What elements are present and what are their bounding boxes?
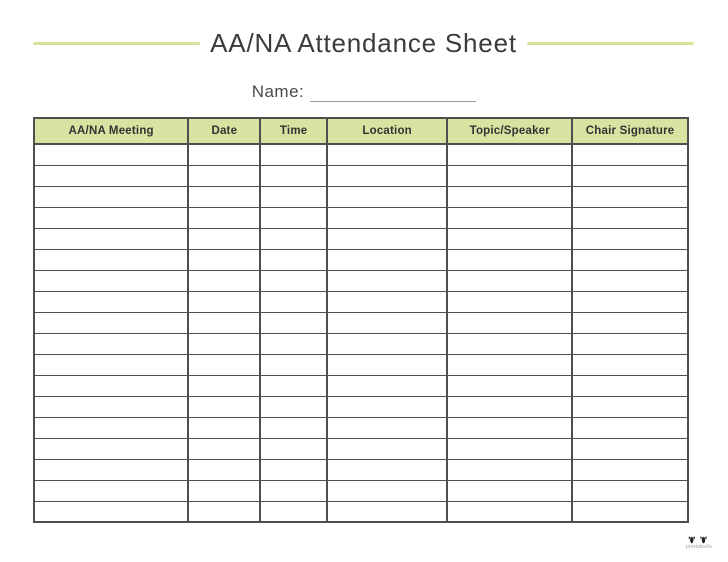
table-cell[interactable] xyxy=(327,144,447,165)
table-cell[interactable] xyxy=(188,354,260,375)
table-cell[interactable] xyxy=(188,270,260,291)
table-cell[interactable] xyxy=(447,270,572,291)
table-cell[interactable] xyxy=(447,249,572,270)
table-cell[interactable] xyxy=(260,501,327,522)
table-cell[interactable] xyxy=(327,396,447,417)
table-cell[interactable] xyxy=(447,165,572,186)
attendance-table xyxy=(33,117,689,523)
title-accent-line-left xyxy=(33,42,200,45)
table-cell[interactable] xyxy=(34,207,188,228)
table-cell[interactable] xyxy=(447,186,572,207)
table-cell[interactable] xyxy=(34,459,188,480)
table-cell[interactable] xyxy=(447,480,572,501)
table-cell[interactable] xyxy=(447,396,572,417)
table-cell[interactable] xyxy=(572,375,688,396)
table-cell[interactable] xyxy=(34,375,188,396)
column-header-aa-na-meeting: AA/NA Meeting xyxy=(34,118,188,144)
table-cell[interactable] xyxy=(572,438,688,459)
table-cell[interactable] xyxy=(327,501,447,522)
table-cell[interactable] xyxy=(572,354,688,375)
column-header-topic-speaker: Topic/Speaker xyxy=(447,118,572,144)
table-cell[interactable] xyxy=(34,291,188,312)
table-cell[interactable] xyxy=(260,354,327,375)
table-cell[interactable] xyxy=(260,291,327,312)
table-cell[interactable] xyxy=(188,249,260,270)
table-cell[interactable] xyxy=(260,396,327,417)
table-cell[interactable] xyxy=(34,144,188,165)
table-row xyxy=(34,501,688,522)
table-header xyxy=(34,118,688,144)
table-cell[interactable] xyxy=(572,291,688,312)
table-cell[interactable] xyxy=(34,165,188,186)
table-cell[interactable] xyxy=(447,207,572,228)
table-cell[interactable] xyxy=(572,144,688,165)
table-cell[interactable] xyxy=(34,270,188,291)
table-cell[interactable] xyxy=(447,417,572,438)
table-cell[interactable] xyxy=(572,480,688,501)
column-header-location: Location xyxy=(327,118,447,144)
table-cell[interactable] xyxy=(327,480,447,501)
table-cell[interactable] xyxy=(327,186,447,207)
table-row xyxy=(34,354,688,375)
table-row xyxy=(34,228,688,249)
table-cell[interactable] xyxy=(327,270,447,291)
name-row xyxy=(0,80,728,102)
table-cell[interactable] xyxy=(188,417,260,438)
table-cell[interactable] xyxy=(447,438,572,459)
table-cell[interactable] xyxy=(572,270,688,291)
title-row xyxy=(33,28,694,59)
table-cell[interactable] xyxy=(34,438,188,459)
table-cell[interactable] xyxy=(327,459,447,480)
table-row xyxy=(34,312,688,333)
table-row xyxy=(34,480,688,501)
table-cell[interactable] xyxy=(260,186,327,207)
table-cell[interactable] xyxy=(188,501,260,522)
bulls-icon xyxy=(688,535,710,544)
table-cell[interactable] xyxy=(260,312,327,333)
table-cell[interactable] xyxy=(572,417,688,438)
table-cell[interactable] xyxy=(327,249,447,270)
table-cell[interactable] xyxy=(327,438,447,459)
table-cell[interactable] xyxy=(572,228,688,249)
table-cell[interactable] xyxy=(34,354,188,375)
table-body xyxy=(34,144,688,522)
table-row xyxy=(34,207,688,228)
table-cell[interactable] xyxy=(572,165,688,186)
table-row xyxy=(34,165,688,186)
table-row xyxy=(34,375,688,396)
table-cell[interactable] xyxy=(260,417,327,438)
table-row xyxy=(34,333,688,354)
table-cell[interactable] xyxy=(260,270,327,291)
table-cell[interactable] xyxy=(327,207,447,228)
table-cell[interactable] xyxy=(34,480,188,501)
table-cell[interactable] xyxy=(260,375,327,396)
table-cell[interactable] xyxy=(188,396,260,417)
table-cell[interactable] xyxy=(34,228,188,249)
table-cell[interactable] xyxy=(447,354,572,375)
column-header-chair-signature: Chair Signature xyxy=(572,118,688,144)
table-cell[interactable] xyxy=(572,396,688,417)
table-cell[interactable] xyxy=(447,333,572,354)
table-cell[interactable] xyxy=(447,375,572,396)
table-cell[interactable] xyxy=(34,186,188,207)
table-cell[interactable] xyxy=(34,312,188,333)
table-cell[interactable] xyxy=(572,312,688,333)
table-cell[interactable] xyxy=(188,375,260,396)
page-title: AA/NA Attendance Sheet xyxy=(210,28,517,58)
table-cell[interactable] xyxy=(260,459,327,480)
table-row xyxy=(34,396,688,417)
table-cell[interactable] xyxy=(188,165,260,186)
table-cell[interactable] xyxy=(260,228,327,249)
table-cell[interactable] xyxy=(34,333,188,354)
table-cell[interactable] xyxy=(34,417,188,438)
table-cell[interactable] xyxy=(260,480,327,501)
title-accent-line-right xyxy=(527,42,694,45)
brand-name: printabulls xyxy=(685,544,713,550)
table-cell[interactable] xyxy=(447,312,572,333)
table-cell[interactable] xyxy=(447,144,572,165)
column-header-date: Date xyxy=(188,118,260,144)
table-cell[interactable] xyxy=(572,459,688,480)
table-cell[interactable] xyxy=(327,228,447,249)
table-row xyxy=(34,417,688,438)
table-cell[interactable] xyxy=(260,207,327,228)
column-header-time: Time xyxy=(260,118,327,144)
table-cell[interactable] xyxy=(188,291,260,312)
table-cell[interactable] xyxy=(447,291,572,312)
name-fill-line[interactable] xyxy=(310,84,476,102)
table-cell[interactable] xyxy=(260,438,327,459)
table-cell[interactable] xyxy=(188,480,260,501)
table-cell[interactable] xyxy=(447,501,572,522)
table-cell[interactable] xyxy=(572,207,688,228)
table-row xyxy=(34,459,688,480)
table-cell[interactable] xyxy=(327,333,447,354)
brand-logo xyxy=(683,535,715,550)
table-cell[interactable] xyxy=(260,333,327,354)
table-row xyxy=(34,249,688,270)
table-cell[interactable] xyxy=(188,459,260,480)
attendance-table-wrap xyxy=(33,117,689,523)
table-cell[interactable] xyxy=(572,333,688,354)
table-cell[interactable] xyxy=(188,312,260,333)
table-row xyxy=(34,270,688,291)
table-cell[interactable] xyxy=(188,186,260,207)
table-cell[interactable] xyxy=(447,228,572,249)
table-cell[interactable] xyxy=(34,501,188,522)
table-header-row xyxy=(34,118,688,144)
table-cell[interactable] xyxy=(327,291,447,312)
table-row xyxy=(34,186,688,207)
table-cell[interactable] xyxy=(188,228,260,249)
table-cell[interactable] xyxy=(34,249,188,270)
table-cell[interactable] xyxy=(327,417,447,438)
name-label: Name: xyxy=(251,82,305,101)
table-cell[interactable] xyxy=(188,438,260,459)
table-cell[interactable] xyxy=(327,375,447,396)
table-cell[interactable] xyxy=(572,501,688,522)
table-cell[interactable] xyxy=(327,354,447,375)
table-cell[interactable] xyxy=(260,249,327,270)
table-cell[interactable] xyxy=(260,165,327,186)
table-cell[interactable] xyxy=(34,396,188,417)
table-cell[interactable] xyxy=(327,312,447,333)
table-cell[interactable] xyxy=(572,249,688,270)
table-cell[interactable] xyxy=(327,165,447,186)
table-row xyxy=(34,144,688,165)
table-row xyxy=(34,291,688,312)
table-cell[interactable] xyxy=(447,459,572,480)
table-cell[interactable] xyxy=(188,207,260,228)
table-cell[interactable] xyxy=(260,144,327,165)
table-cell[interactable] xyxy=(188,333,260,354)
table-cell[interactable] xyxy=(188,144,260,165)
table-row xyxy=(34,438,688,459)
table-cell[interactable] xyxy=(572,186,688,207)
